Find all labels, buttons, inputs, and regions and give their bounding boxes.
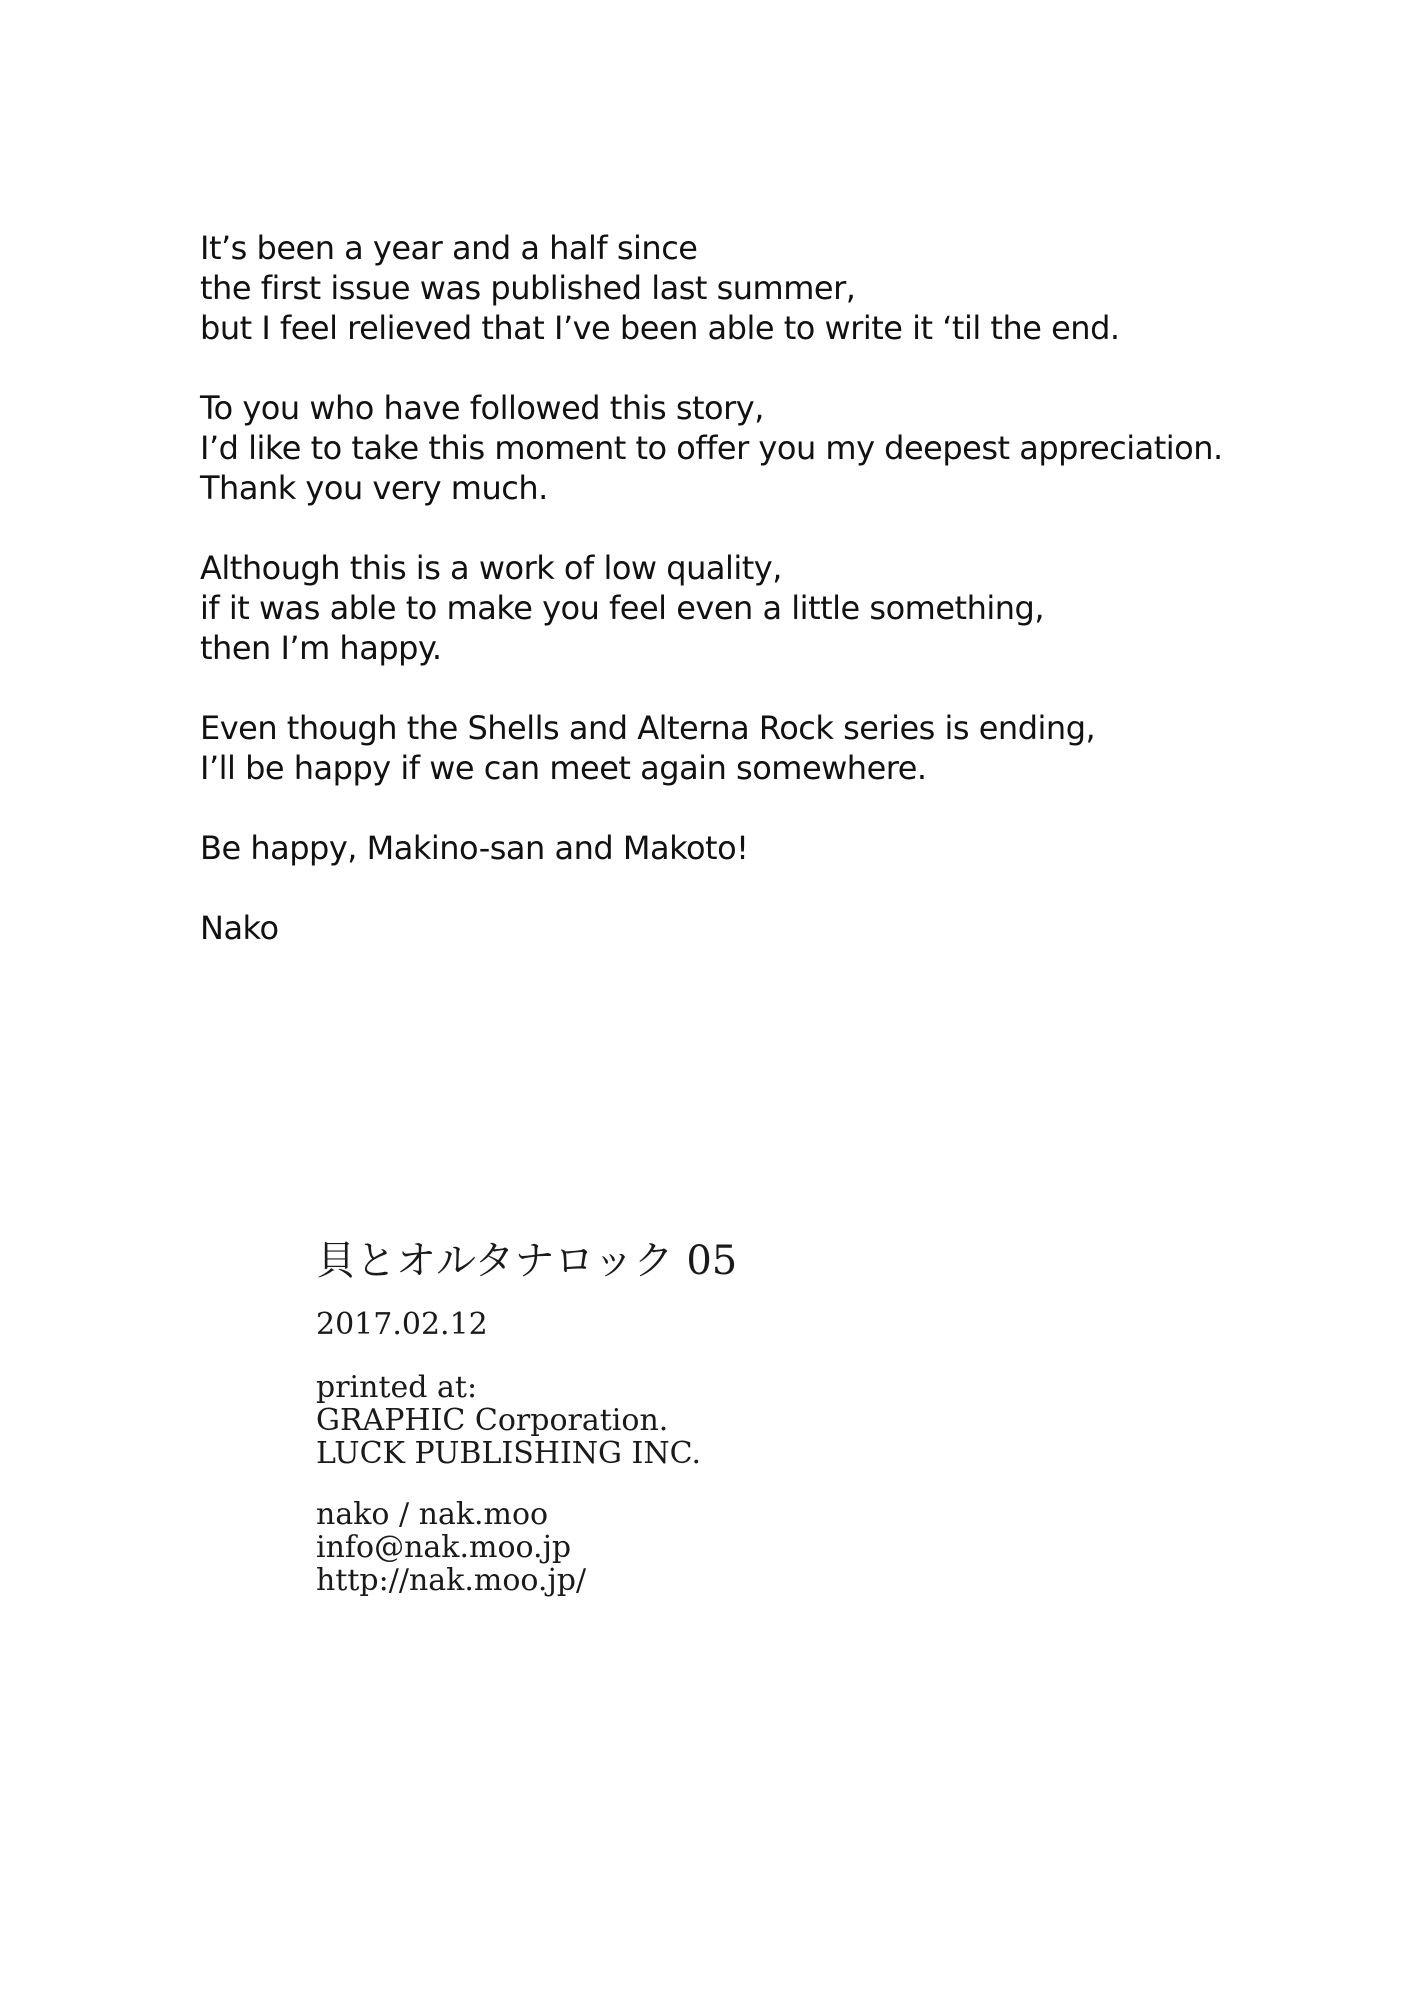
afterword-paragraph-2 bbox=[200, 388, 1300, 508]
text-line: the first issue was published last summer, bbox=[200, 269, 856, 307]
afterword-paragraph-4 bbox=[200, 708, 1300, 788]
afterword-paragraph-3 bbox=[200, 548, 1300, 668]
text-line: then I’m happy. bbox=[200, 629, 442, 667]
author-name: nako / nak.moo bbox=[316, 1497, 549, 1532]
afterword-paragraph-5 bbox=[200, 828, 1300, 868]
text-line: Even though the Shells and Alterna Rock series is ending, bbox=[200, 709, 1096, 747]
book-title: 貝とオルタナロック 05 bbox=[316, 1238, 738, 1284]
contact-info bbox=[316, 1498, 1116, 1597]
text-line: but I feel relieved that I’ve been able to write it ‘til the end. bbox=[200, 309, 1120, 347]
printer-label: printed at: bbox=[316, 1370, 478, 1405]
contact-email: info@nak.moo.jp bbox=[316, 1530, 572, 1565]
text-line: Thank you very much. bbox=[200, 469, 548, 507]
publication-date: 2017.02.12 bbox=[316, 1307, 488, 1342]
text-line: Be happy, Makino-san and Makoto! bbox=[200, 829, 749, 867]
printer-name: LUCK PUBLISHING INC. bbox=[316, 1436, 702, 1471]
text-line: if it was able to make you feel even a little something, bbox=[200, 589, 1044, 627]
text-line: To you who have followed this story, bbox=[200, 389, 764, 427]
author-signature: Nako bbox=[200, 909, 279, 947]
afterword bbox=[200, 228, 1300, 948]
colophon bbox=[316, 1235, 1116, 1597]
text-line: Although this is a work of low quality, bbox=[200, 549, 782, 587]
contact-website: http://nak.moo.jp/ bbox=[316, 1563, 587, 1598]
printer-name: GRAPHIC Corporation. bbox=[316, 1403, 669, 1438]
printer-info bbox=[316, 1371, 1116, 1470]
text-line: I’d like to take this moment to offer you my deepest appreciation. bbox=[200, 429, 1223, 467]
text-line: I’ll be happy if we can meet again somewhere. bbox=[200, 749, 927, 787]
afterword-paragraph-1 bbox=[200, 228, 1300, 348]
text-line: It’s been a year and a half since bbox=[200, 229, 698, 267]
